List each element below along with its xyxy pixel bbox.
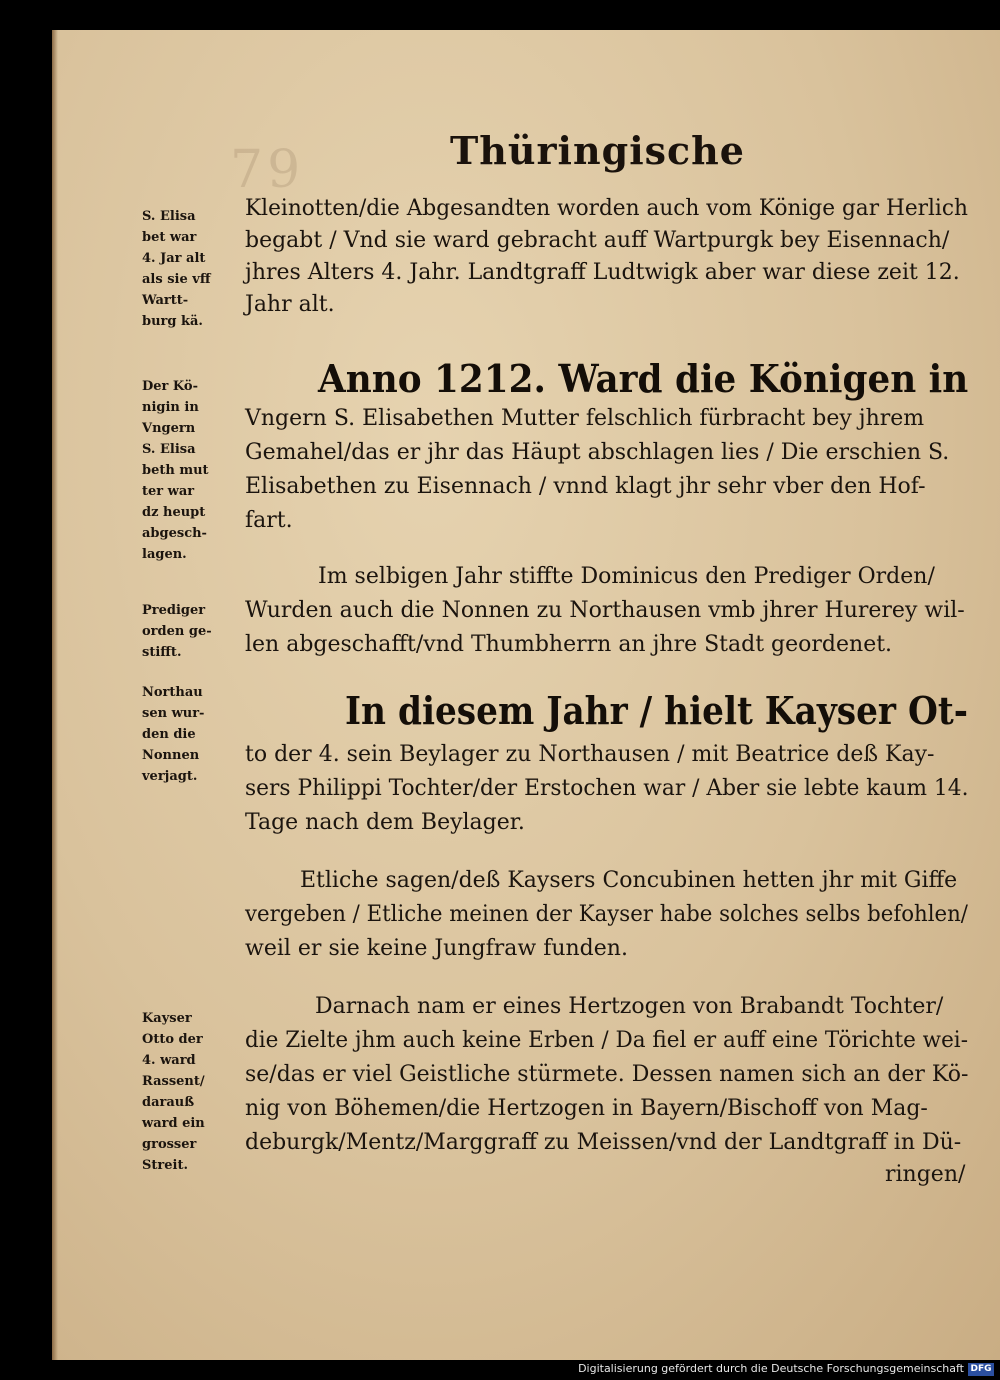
text-line: Im selbigen Jahr stiffte Dominicus den Prediger Orden/ [318,564,935,589]
margin-note-line: Kayser [142,1011,192,1026]
margin-note-line: den die [142,727,196,742]
margin-note-line: 4. ward [142,1053,196,1068]
initial-heading-line: Anno 1212. Ward die Königen in [318,356,969,401]
margin-note-line: Nonnen [142,748,200,763]
text-line: die Zielte jhm auch keine Erben / Da fiel er auff eine Törichte wei- [245,1028,968,1053]
page-binding-edge [52,30,58,1360]
margin-note [142,1008,242,1176]
margin-note-line: orden ge- [142,624,212,639]
margin-note-line: dz heupt [142,505,206,520]
margin-note-line: Wartt- [142,293,189,308]
margin-note [142,376,242,565]
text-line: Darnach nam er eines Hertzogen von Brabandt Tochter/ [315,994,944,1019]
margin-note-line: Otto der [142,1032,203,1047]
initial-heading-line: In diesem Jahr / hielt Kayser Ot- [345,688,968,733]
bleed-through-page-number: 79 [230,140,305,200]
margin-note-line: beth mut [142,463,209,478]
text-line: Gemahel/das er jhr das Häupt abschlagen lies / Die erschien S. [245,440,950,465]
text-line: Tage nach dem Beylager. [245,810,525,835]
text-line: Wurden auch die Nonnen zu Northausen vmb jhrer Hurerey wil- [245,598,965,623]
margin-note-line: S. Elisa [142,442,196,457]
margin-note-line: Rassent/ [142,1074,205,1089]
text-line: fart. [245,508,293,533]
margin-note-line: bet war [142,230,197,245]
text-line: nig von Böhemen/die Hertzogen in Bayern/Bischoff von Mag- [245,1096,928,1121]
text-line: sers Philippi Tochter/der Erstochen war / Aber sie lebte kaum 14. [245,776,969,801]
margin-note-line: ter war [142,484,195,499]
margin-note-line: stifft. [142,645,182,660]
text-line: se/das er viel Geistliche stürmete. Dessen namen sich an der Kö- [245,1062,969,1087]
running-header: Thüringische [450,128,745,173]
text-line: Etliche sagen/deß Kaysers Concubinen hetten jhr mit Giffe [300,868,958,893]
margin-note [142,682,242,787]
margin-note-line: nigin in [142,400,199,415]
margin-note [142,206,242,332]
margin-note-line: S. Elisa [142,209,196,224]
text-line: Kleinotten/die Abgesandten worden auch vom Könige gar Herlich [245,196,968,221]
margin-note-line: grosser [142,1137,197,1152]
text-line: weil er sie keine Jungfraw funden. [245,936,628,961]
margin-note-line: abgesch- [142,526,207,541]
text-line: jhres Alters 4. Jahr. Landtgraff Ludtwigk aber war diese zeit 12. [245,260,960,285]
margin-note-line: ward ein [142,1116,205,1131]
margin-note [142,600,242,663]
margin-note-line: lagen. [142,547,187,562]
dfg-logo: DFG [968,1363,994,1376]
margin-note-line: Streit. [142,1158,188,1173]
margin-note-line: sen wur- [142,706,205,721]
text-line: Elisabethen zu Eisennach / vnnd klagt jhr sehr vber den Hof- [245,474,926,499]
margin-note-line: Vngern [142,421,196,436]
margin-note-line: darauß [142,1095,195,1110]
margin-note-line: verjagt. [142,769,198,784]
text-line: deburgk/Mentz/Marggraff zu Meissen/vnd der Landtgraff in Dü- [245,1130,962,1155]
margin-note-line: 4. Jar alt [142,251,206,266]
text-line: ringen/ [885,1162,966,1187]
margin-note-line: Northau [142,685,203,700]
margin-note-line: Prediger [142,603,206,618]
text-line: to der 4. sein Beylager zu Northausen / mit Beatrice deß Kay- [245,742,935,767]
text-line: vergeben / Etliche meinen der Kayser habe solches selbs befohlen/ [245,902,968,927]
margin-note-line: burg kä. [142,314,203,329]
margin-note-line: Der Kö- [142,379,198,394]
text-line: len abgeschafft/vnd Thumbherrn an jhre Stadt geordenet. [245,632,893,657]
text-line: Vngern S. Elisabethen Mutter felschlich fürbracht bey jhrem [245,406,925,431]
digitization-credit: Digitalisierung gefördert durch die Deutsche Forschungsgemeinschaft [578,1362,964,1375]
text-line: begabt / Vnd sie ward gebracht auff Wartpurgk bey Eisennach/ [245,228,950,253]
text-line: Jahr alt. [245,292,335,317]
margin-note-line: als sie vff [142,272,211,287]
